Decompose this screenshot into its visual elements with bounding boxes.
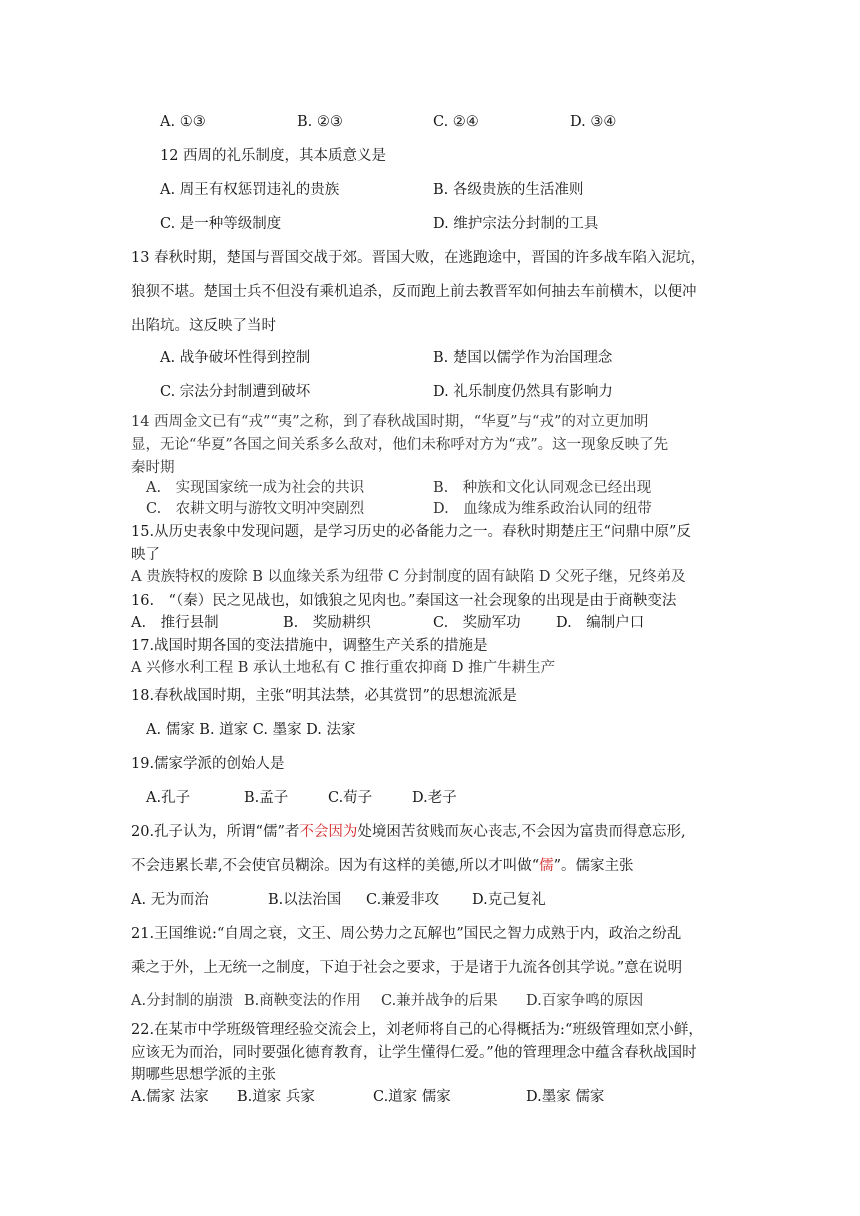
q12-option-b: B. 各级贵族的生活准则 xyxy=(433,182,584,198)
q22-option-d: D.墨家 儒家 xyxy=(526,1089,605,1105)
q19-option-a: A.孔子 xyxy=(146,790,191,806)
q20-option-c: C.兼爱非攻 xyxy=(366,892,440,908)
q22-option-c: C.道家 儒家 xyxy=(373,1089,451,1105)
q11-option-c: C. ②④ xyxy=(433,114,479,130)
q12-option-a: A. 周王有权惩罚违礼的贵族 xyxy=(160,182,340,198)
q22-stem-line-1: 22.在某市中学班级管理经验交流会上，刘老师将自己的心得概括为:“班级管理如烹小鲜， xyxy=(131,1022,703,1038)
q14-option-d: D. 血缘成为维系政治认同的纽带 xyxy=(433,501,652,517)
q21-option-c: C.兼并战争的后果 xyxy=(381,993,498,1009)
q16-option-a: A. 推行县制 xyxy=(131,615,219,631)
q20-text-c: 不会违累长辈,不会使官员糊涂。因为有这样的美德,所以才叫做“ xyxy=(131,858,540,874)
q21-option-a: A.分封制的崩溃 xyxy=(131,993,234,1009)
q19-stem: 19.儒家学派的创始人是 xyxy=(131,756,285,772)
q19-option-c: C.荀子 xyxy=(328,790,373,806)
q15-stem-line-1: 15.从历史表象中发现问题，是学习历史的必备能力之一。春秋时期楚庄王“问鼎中原”反 xyxy=(131,524,691,540)
q20-text-d: ”。儒家主张 xyxy=(553,858,634,874)
q20-option-d: D.克己复礼 xyxy=(472,892,546,908)
q13-option-a: A. 战争破坏性得到控制 xyxy=(160,350,311,366)
q13-stem-line-1: 13 春秋时期，楚国与晋国交战于郊。晋国大败，在逃跑途中，晋国的许多战车陷入泥坑， xyxy=(131,250,706,266)
q22-option-b: B.道家 兵家 xyxy=(237,1089,315,1105)
q12-option-d: D. 维护宗法分封制的工具 xyxy=(433,216,599,232)
q14-stem-line-1: 14 西周金文已有“戎”“夷”之称，到了春秋战国时期，“华夏”与“戎”的对立更加明 xyxy=(131,414,649,430)
q21-stem-line-1: 21.王国维说:“自周之衰，文王、周公势力之瓦解也”国民之智力成熟于内，政治之纷乱 xyxy=(131,926,682,942)
q22-stem-line-3: 期哪些思想学派的主张 xyxy=(131,1067,276,1083)
q20-highlight-2: 儒 xyxy=(539,858,554,874)
q21-option-b: B.商鞅变法的作用 xyxy=(244,993,361,1009)
q20-option-b: B.以法治国 xyxy=(268,892,342,908)
q21-stem-line-2: 乘之于外，上无统一之制度，下迫于社会之要求，于是诸于九流各创其学说。”意在说明 xyxy=(131,960,683,976)
q14-stem-line-2: 显，无论“华夏”各国之间关系多么敌对，他们未称呼对方为“戎”。这一现象反映了先 xyxy=(131,437,669,453)
q14-option-a: A. 实现国家统一成为社会的共识 xyxy=(146,480,365,496)
q13-stem-line-3: 出陷坑。这反映了当时 xyxy=(131,318,276,334)
q20-highlight-1: 不会因为 xyxy=(299,824,358,840)
q20-text-b: 处境困苦贫贱而灰心丧志,不会因为富贵而得意忘形, xyxy=(357,824,686,840)
q14-option-b: B. 种族和文化认同观念已经出现 xyxy=(433,480,652,496)
q13-option-b: B. 楚国以儒学作为治国理念 xyxy=(433,350,613,366)
q16-option-b: B. 奖励耕织 xyxy=(283,615,371,631)
q14-stem-line-3: 秦时期 xyxy=(131,460,175,476)
q19-option-b: B.孟子 xyxy=(244,790,289,806)
q17-options: A 兴修水利工程 B 承认土地私有 C 推行重农抑商 D 推广牛耕生产 xyxy=(131,660,556,676)
q11-option-b: B. ②③ xyxy=(297,114,343,130)
q14-option-c: C. 农耕文明与游牧文明冲突剧烈 xyxy=(146,501,365,517)
q20-text-a: 20.孔子认为，所谓“儒”者 xyxy=(131,824,300,840)
q15-stem-line-2: 映了 xyxy=(131,547,160,563)
q20-option-a: A. 无为而治 xyxy=(131,892,209,908)
q19-option-d: D.老子 xyxy=(412,790,457,806)
q21-option-d: D.百家争鸣的原因 xyxy=(526,993,644,1009)
q17-stem: 17.战国时期各国的变法措施中，调整生产关系的措施是 xyxy=(131,638,488,654)
q13-option-d: D. 礼乐制度仍然具有影响力 xyxy=(433,384,613,400)
q13-option-c: C. 宗法分封制遭到破坏 xyxy=(160,384,311,400)
q20-stem-line-1 xyxy=(131,822,686,842)
q18-stem: 18.春秋战国时期，主张“明其法禁，必其赏罚”的思想流派是 xyxy=(131,688,517,704)
q16-option-d: D. 编制户口 xyxy=(556,615,645,631)
q15-options: A 贵族特权的废除 B 以血缘关系为纽带 C 分封制度的固有缺陷 D 父死子继，兄终弟及 xyxy=(131,569,686,585)
q11-option-d: D. ③④ xyxy=(570,114,617,130)
q13-stem-line-2: 狼狈不堪。楚国士兵不但没有乘机追杀，反而跑上前去教晋军如何抽去车前横木，以便冲 xyxy=(131,284,697,300)
q22-stem-line-2: 应该无为而治，同时要强化德育教育，让学生懂得仁爱。”他的管理理念中蕴含春秋战国时 xyxy=(131,1045,697,1061)
q16-stem: 16. “（秦）民之见战也，如饿狼之见肉也。”秦国这一社会现象的出现是由于商鞅变法 xyxy=(131,593,677,609)
q12-option-c: C. 是一种等级制度 xyxy=(160,216,282,232)
q12-stem: 12 西周的礼乐制度，其本质意义是 xyxy=(160,148,387,164)
q16-option-c: C. 奖励军功 xyxy=(433,615,521,631)
q20-stem-line-2 xyxy=(131,856,634,876)
q22-option-a: A.儒家 法家 xyxy=(131,1089,209,1105)
q11-option-a: A. ①③ xyxy=(160,114,206,130)
q18-options: A. 儒家 B. 道家 C. 墨家 D. 法家 xyxy=(146,722,356,738)
